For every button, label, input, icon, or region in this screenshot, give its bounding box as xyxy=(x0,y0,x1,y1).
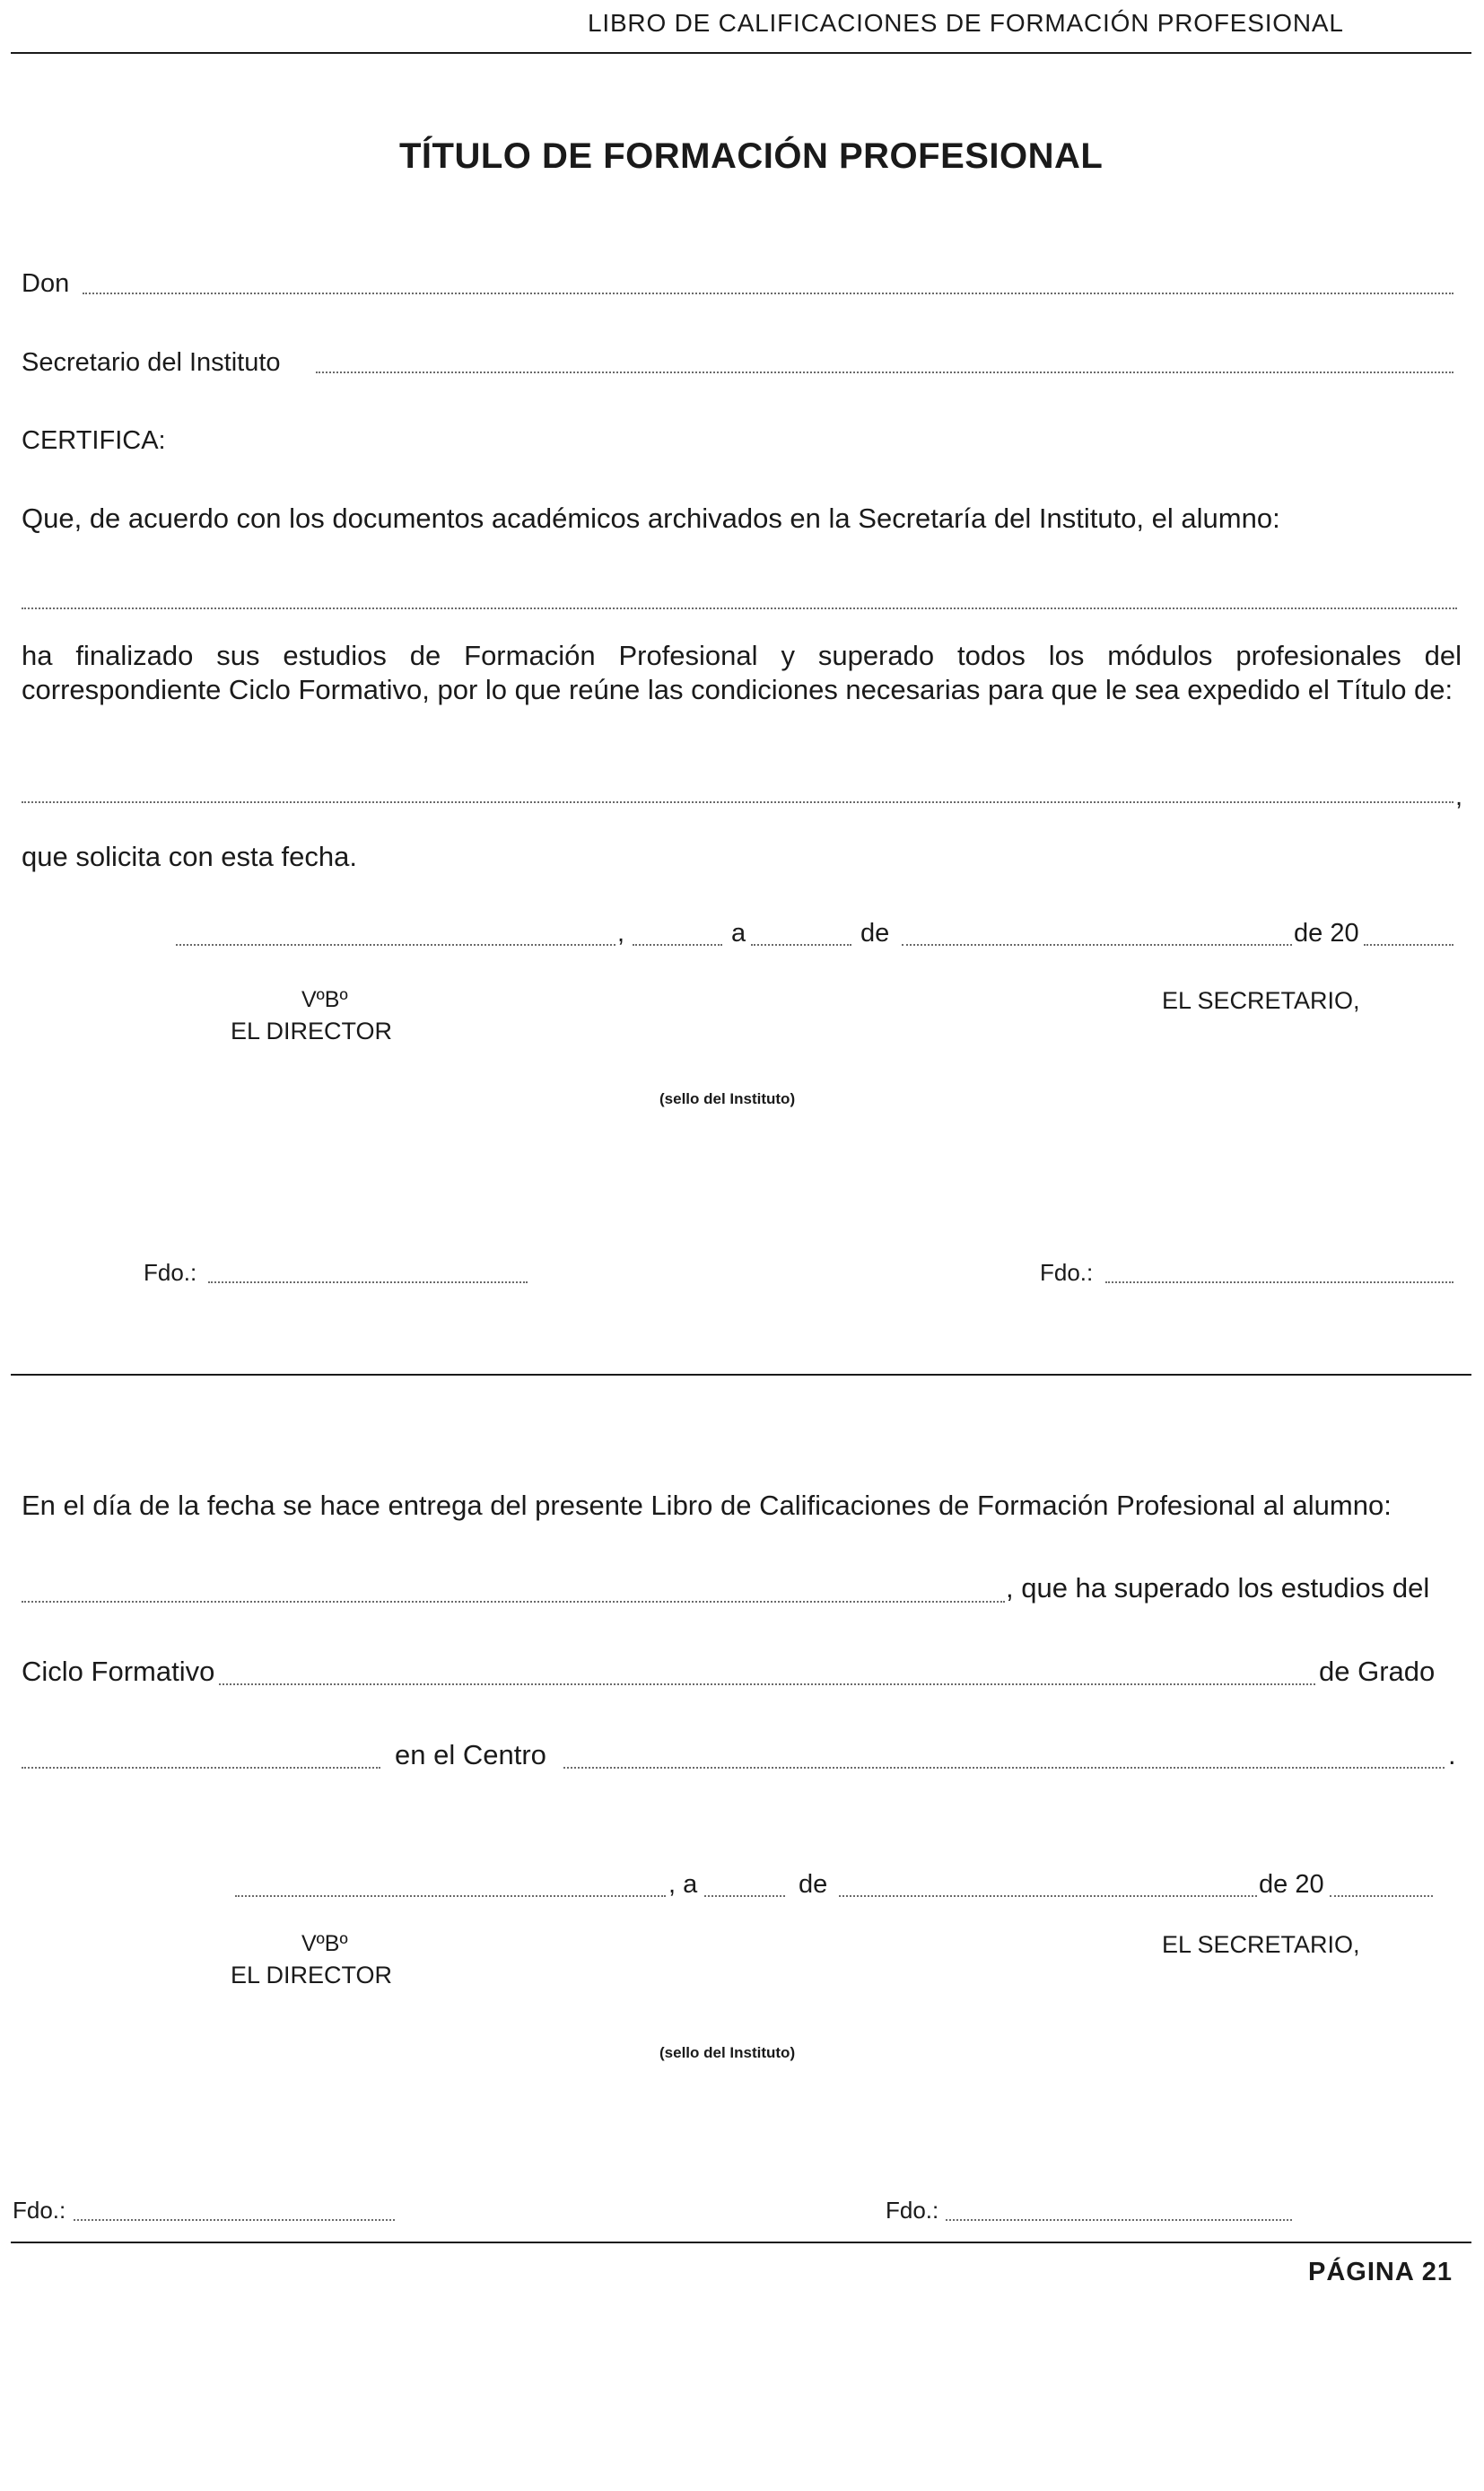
header-rule xyxy=(11,52,1471,54)
section-divider xyxy=(11,1374,1471,1376)
fdo-director-blank[interactable] xyxy=(208,1281,528,1283)
fdo-secretary-label: Fdo.: xyxy=(1040,1259,1094,1286)
a-label: a xyxy=(731,919,746,948)
delivery-comma-a: , a xyxy=(668,1870,698,1899)
centro-label: en el Centro xyxy=(395,1739,546,1770)
grado-blank[interactable] xyxy=(22,1767,380,1769)
titulo-blank[interactable] xyxy=(22,801,1453,803)
delivery-fdo-secretary-blank[interactable] xyxy=(946,2219,1292,2221)
fdo-director-label: Fdo.: xyxy=(144,1259,197,1286)
delivery-vobo-label: VºBº xyxy=(301,1931,348,1956)
month-gap-blank[interactable] xyxy=(751,944,851,946)
secretario-blank[interactable] xyxy=(316,371,1453,373)
place-blank[interactable] xyxy=(176,944,615,946)
day-blank[interactable] xyxy=(633,944,722,946)
secretario-label: Secretario del Instituto xyxy=(22,348,281,377)
month-blank[interactable] xyxy=(902,944,1292,946)
centro-blank[interactable] xyxy=(563,1767,1445,1769)
student-name-blank[interactable] xyxy=(22,607,1457,609)
certifica-label: CERTIFICA: xyxy=(22,426,166,455)
certifica-body: ha finalizado sus estudios de Formación Profesional y superado todos los módulos profesionales del correspondiente Ciclo Formativo, por lo que reúne las condiciones necesarias para que le sea expedido el Título de: xyxy=(22,640,1462,705)
delivery-month-blank[interactable] xyxy=(839,1895,1257,1897)
stamp-label: (sello del Instituto) xyxy=(659,1090,796,1107)
delivery-de20-label: de 20 xyxy=(1259,1870,1324,1899)
page-number: PÁGINA 21 xyxy=(1308,2258,1453,2286)
ciclo-label: Ciclo Formativo xyxy=(22,1656,215,1687)
year-blank[interactable] xyxy=(1364,944,1453,946)
grado-label: de Grado xyxy=(1319,1656,1436,1687)
delivery-fdo-secretary-label: Fdo.: xyxy=(886,2197,939,2224)
de20-label: de 20 xyxy=(1294,919,1359,948)
delivery-stamp-label: (sello del Instituto) xyxy=(659,2044,796,2061)
secretary-label: EL SECRETARIO, xyxy=(1162,987,1360,1014)
delivery-secretary-label: EL SECRETARIO, xyxy=(1162,1931,1360,1958)
delivery-place-blank[interactable] xyxy=(235,1895,666,1897)
de-label: de xyxy=(860,919,890,948)
fdo-secretary-blank[interactable] xyxy=(1105,1281,1453,1283)
running-header: LIBRO DE CALIFICACIONES DE FORMACIÓN PROFESIONAL xyxy=(588,9,1344,37)
delivery-fdo-director-blank[interactable] xyxy=(74,2219,395,2221)
delivery-superado-text: , que ha superado los estudios del xyxy=(1006,1572,1430,1604)
don-label: Don xyxy=(22,269,70,298)
delivery-intro: En el día de la fecha se hace entrega del presente Libro de Calificaciones de Formación Profesional al alumno: xyxy=(22,1490,1392,1521)
don-blank[interactable] xyxy=(83,293,1453,294)
vobo-label: VºBº xyxy=(301,987,348,1012)
delivery-day-blank[interactable] xyxy=(704,1895,785,1897)
delivery-fdo-director-label: Fdo.: xyxy=(13,2197,66,2224)
titulo-trailing-comma: , xyxy=(1455,782,1463,811)
ciclo-blank[interactable] xyxy=(219,1683,1315,1685)
delivery-director-label: EL DIRECTOR xyxy=(231,1962,393,1988)
footer-rule xyxy=(11,2242,1471,2243)
director-label: EL DIRECTOR xyxy=(231,1018,393,1044)
delivery-student-blank[interactable] xyxy=(22,1601,1005,1603)
request-text: que solicita con esta fecha. xyxy=(22,841,357,872)
centro-period: . xyxy=(1448,1739,1456,1770)
place-comma: , xyxy=(617,919,625,948)
delivery-year-blank[interactable] xyxy=(1330,1895,1433,1897)
delivery-de-label: de xyxy=(799,1870,828,1899)
document-title: TÍTULO DE FORMACIÓN PROFESIONAL xyxy=(399,136,1104,176)
certifica-intro: Que, de acuerdo con los documentos académicos archivados en la Secretaría del Instituto, el alumno: xyxy=(22,503,1280,534)
